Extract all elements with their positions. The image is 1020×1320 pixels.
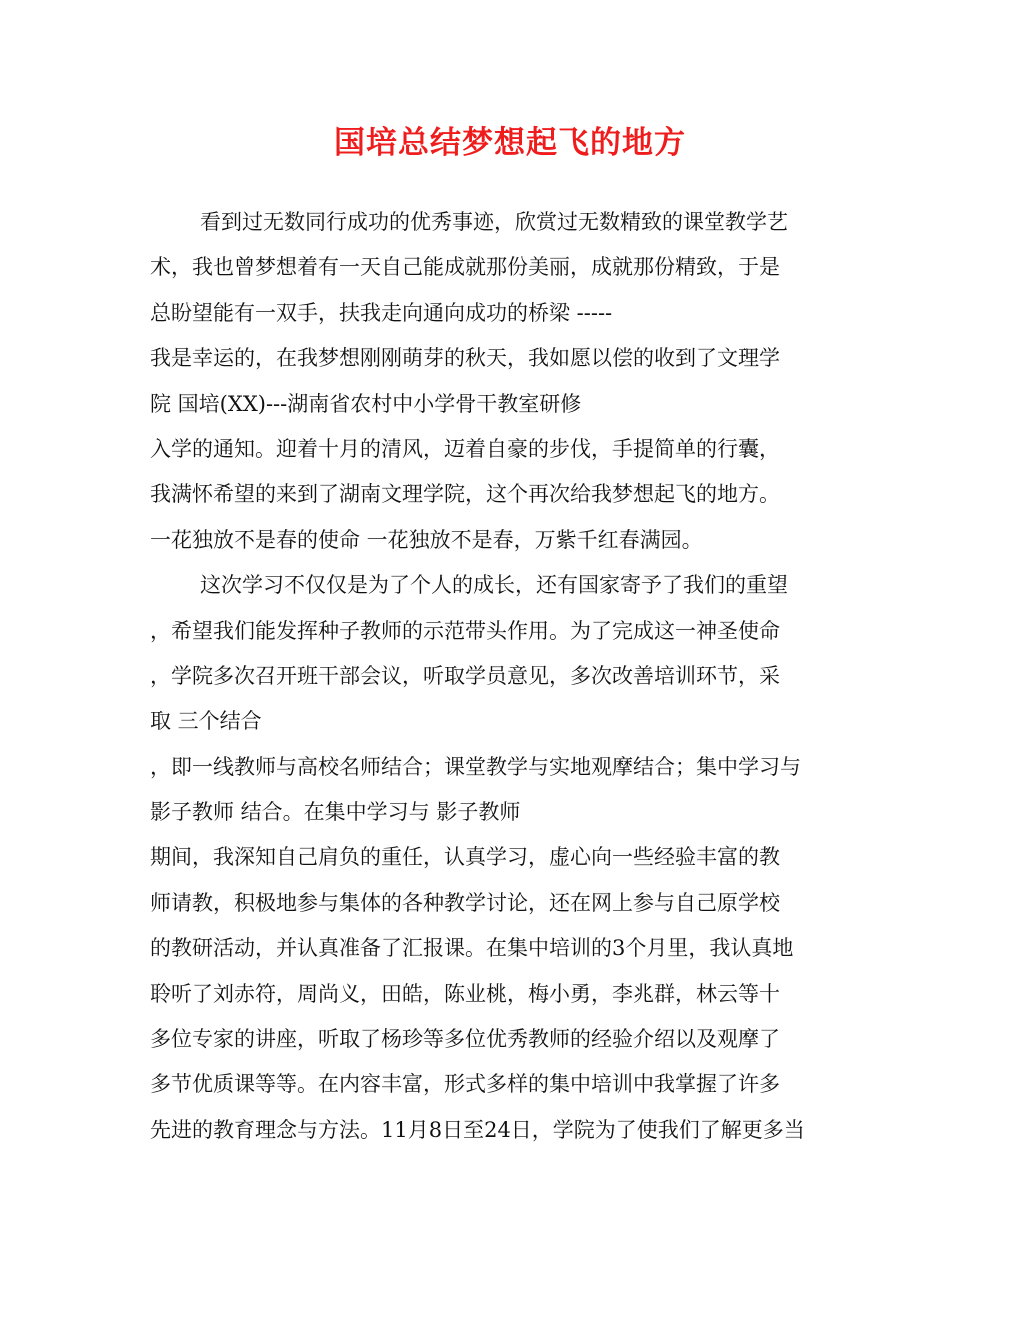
paragraph-line: 多位专家的讲座，听取了杨珍等多位优秀教师的经验介绍以及观摩了 xyxy=(150,1027,780,1052)
paragraph-line: ，希望我们能发挥种子教师的示范带头作用。为了完成这一神圣使命 xyxy=(150,618,780,643)
paragraph-line: 取 三个结合 xyxy=(150,709,262,734)
paragraph-line: ，学院多次召开班干部会议，听取学员意见，多次改善培训环节，采 xyxy=(150,663,780,688)
paragraph-line: 总盼望能有一双手，扶我走向通向成功的桥梁 ----- xyxy=(150,300,613,325)
paragraph-line: 师请教，积极地参与集体的各种教学讨论，还在网上参与自己原学校 xyxy=(150,890,780,915)
document-body xyxy=(150,200,870,1153)
paragraph-line: 我满怀希望的来到了湖南文理学院，这个再次给我梦想起飞的地方。 xyxy=(150,482,780,507)
paragraph-line: 入学的通知。迎着十月的清风，迈着自豪的步伐，手提简单的行囊， xyxy=(150,436,780,461)
paragraph-line: 影子教师 结合。在集中学习与 影子教师 xyxy=(150,800,521,825)
paragraph-line: 多节优质课等等。在内容丰富，形式多样的集中培训中我掌握了许多 xyxy=(150,1072,780,1097)
paragraph-line: 看到过无数同行成功的优秀事迹，欣赏过无数精致的课堂教学艺 xyxy=(200,210,788,234)
document-title: 国培总结梦想起飞的地方 xyxy=(334,125,686,161)
paragraph-line: 聆听了刘赤符，周尚义，田皓，陈业桃，梅小勇，李兆群，林云等十 xyxy=(150,981,780,1006)
paragraph-line: 的教研活动，并认真准备了汇报课。在集中培训的3个月里，我认真地 xyxy=(150,936,794,961)
paragraph-line: 术，我也曾梦想着有一天自己能成就那份美丽，成就那份精致，于是 xyxy=(150,255,780,280)
paragraph-line: 期间，我深知自己肩负的重任，认真学习，虚心向一些经验丰富的教 xyxy=(150,845,780,870)
paragraph-line: 院 国培(XX)---湖南省农村中小学骨干教室研修 xyxy=(150,391,582,416)
paragraph-line: 这次学习不仅仅是为了个人的成长，还有国家寄予了我们的重望 xyxy=(200,573,788,598)
paragraph-line: 我是幸运的，在我梦想刚刚萌芽的秋天，我如愿以偿的收到了文理学 xyxy=(150,346,780,371)
paragraph-line: ，即一线教师与高校名师结合；课堂教学与实地观摩结合；集中学习与 xyxy=(150,754,801,779)
paragraph-line: 先进的教育理念与方法。11月8日至24日，学院为了使我们了解更多当 xyxy=(150,1117,805,1142)
paragraph-line: 一花独放不是春的使命 一花独放不是春，万紫千红春满园。 xyxy=(150,527,703,552)
